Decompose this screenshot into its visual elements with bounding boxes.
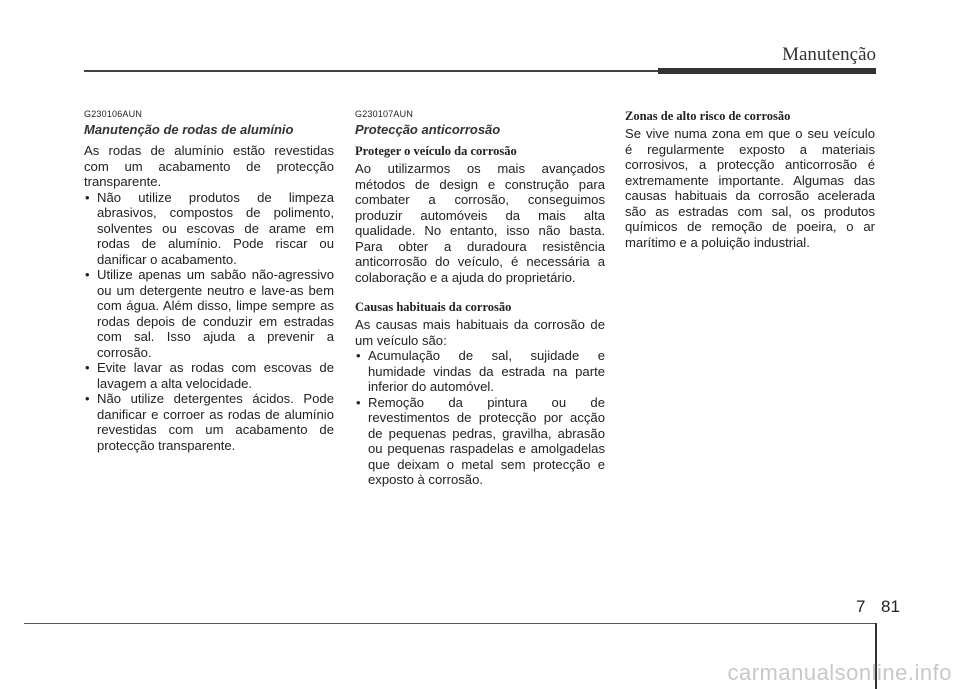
subheading-protect: Proteger o veículo da corrosão (355, 144, 517, 158)
bullet-icon: • (85, 267, 90, 282)
paragraph-causes: As causas mais habituais da corrosão de um veículo são: (355, 317, 605, 348)
bullet-icon: • (85, 360, 90, 375)
bullet-icon: • (356, 348, 361, 363)
chapter-number: 7 (856, 597, 866, 616)
column-anticorrosion (355, 108, 605, 488)
bullet-list (84, 190, 334, 454)
footer-rule (24, 623, 876, 624)
paragraph-high-risk: Se vive numa zona em que o seu veículo é regularmente exposto a materiais corrosivos, a protecção anticorrosão é extremamente importante. Algumas das causas habituais da corrosão acelerada são as estradas com sal, os produtos químicos de remoção de poeira, o ar marítimo e a poluição industrial. (625, 126, 875, 250)
list-item: • Remoção da pintura ou de revestimentos de protecção por acção de pequenas pedras, gravilha, abrasão ou pequenas raspadelas e amolgadelas que deixam o metal sem protecção e exposto à corrosão. (356, 394, 605, 487)
watermark-text: carmanualsonline.info (727, 660, 952, 685)
section-code: G230106AUN (84, 109, 143, 119)
section-heading: Protecção anticorrosão (355, 122, 501, 137)
header-rule-thick (658, 68, 876, 74)
section-heading: Manutenção de rodas de alumínio (84, 122, 294, 137)
column-high-risk (625, 108, 875, 250)
page-header-title: Manutenção (782, 44, 876, 65)
intro-paragraph: As rodas de alumínio estão revestidas com um acabamento de protecção transparente. (84, 143, 334, 189)
column-aluminium-wheels (84, 108, 334, 453)
list-item: • Acumulação de sal, sujidade e humidade vindas da estrada na parte inferior do automóvel. (356, 348, 605, 394)
bullet-icon: • (85, 189, 90, 205)
subheading-causes: Causas habituais da corrosão (355, 300, 512, 314)
list-item: • Não utilize detergentes ácidos. Pode danificar e corroer as rodas de alumínio revestidas com um acabamento de protecção transparente. (85, 391, 334, 453)
section-code: G230107AUN (355, 109, 414, 119)
list-item: • Não utilize produtos de limpeza abrasivos, compostos de polimento, solventes ou escovas de arame em rodas de alumínio. Pode riscar ou danificar o acabamento. (85, 189, 334, 267)
paragraph-protect: Ao utilizarmos os mais avançados métodos de design e construção para combater a corrosão, conseguimos produzir automóveis da mais alta qualidade. No entanto, isso não basta. Para obter a duradoura resistência anticorrosão do veículo, é necessária a colaboração e a ajuda do proprietário. (355, 161, 605, 285)
list-item: • Utilize apenas um sabão não-agressivo ou um detergente neutro e lave-as bem com água. Além disso, limpe sempre as rodas depois de conduzir em estradas com sal. Isso ajuda a prevenir a corrosão. (85, 267, 334, 360)
list-item: • Evite lavar as rodas com escovas de lavagem a alta velocidade. (85, 360, 334, 391)
subheading-high-risk: Zonas de alto risco de corrosão (625, 109, 791, 123)
header-rule-thin (84, 70, 662, 72)
page-number: 81 (881, 597, 900, 616)
bullet-list (355, 348, 605, 488)
bullet-icon: • (356, 394, 361, 410)
bullet-icon: • (85, 391, 90, 406)
